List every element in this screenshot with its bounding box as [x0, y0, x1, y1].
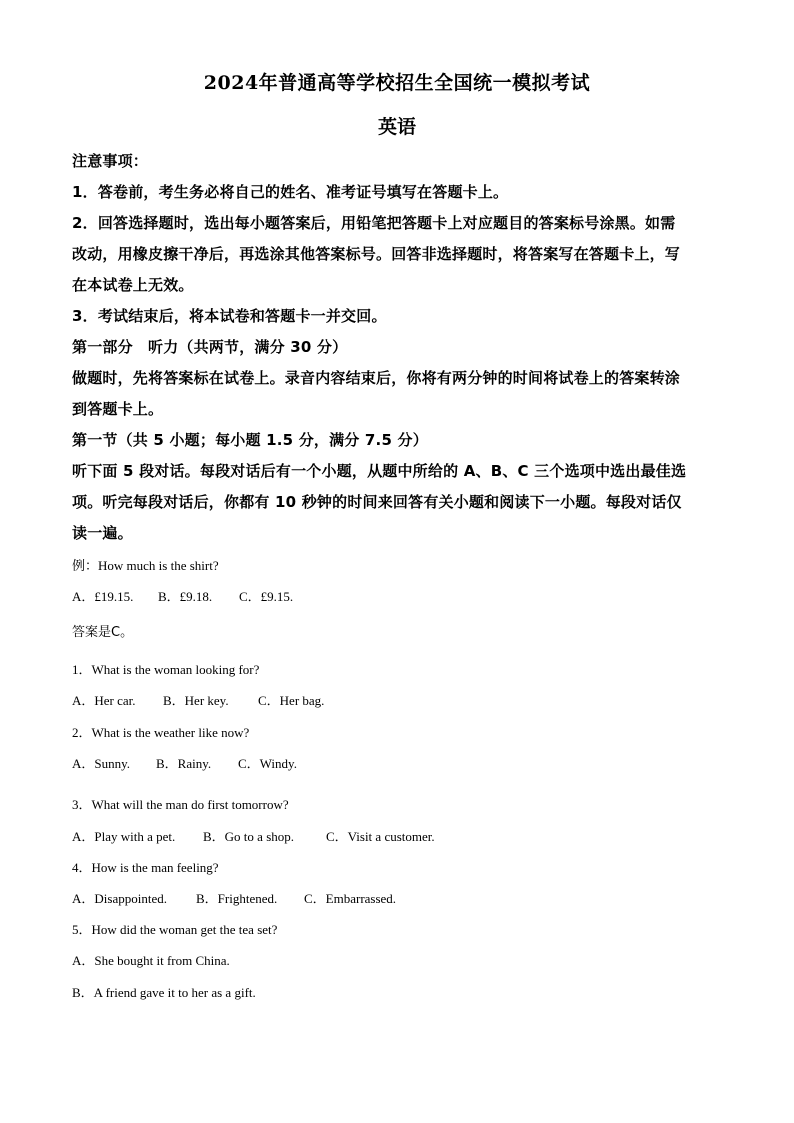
question-3-option-c: C．Visit a customer.: [326, 829, 435, 844]
question-5: 5．How did the woman get the tea set?: [72, 922, 278, 937]
question-2-option-c: C．Windy.: [238, 756, 297, 771]
question-4-option-c: C．Embarrassed.: [304, 891, 397, 906]
question-3-options: [72, 827, 722, 847]
exam-subject: 英语: [377, 116, 416, 138]
question-5-option-a: A．She bought it from China.: [72, 953, 230, 968]
notes-item-2-line-3: 在本试卷上无效。: [72, 276, 194, 294]
question-1-option-c: C．Her bag.: [258, 693, 325, 708]
section1-instruction-line-1: 听下面 5 段对话。每段对话后有一个小题，从题中所给的 A、B、C 三个选项中选出最佳选: [72, 462, 687, 480]
question-4-option-a: A．Disappointed.: [72, 891, 167, 906]
exam-title: 2024年普通高等学校招生全国统一模拟考试: [203, 72, 591, 94]
example-question: 例：How much is the shirt?: [72, 558, 219, 573]
question-4-options: [72, 889, 722, 909]
section1-heading: 第一节（共 5 小题；每小题 1.5 分，满分 7.5 分）: [72, 431, 428, 449]
section1-instruction-line-2: 项。听完每段对话后，你都有 10 秒钟的时间来回答有关小题和阅读下一小题。每段对话仅: [72, 493, 682, 511]
section1-instruction-line-3: 读一遍。: [72, 524, 133, 542]
example-answer: 答案是C。: [72, 625, 134, 640]
question-2-option-a: A．Sunny.: [72, 756, 131, 771]
notes-item-1: 1．答卷前，考生务必将自己的姓名、准考证号填写在答题卡上。: [72, 183, 509, 201]
question-3-option-b: B．Go to a shop.: [203, 829, 295, 844]
question-2-option-b: B．Rainy.: [156, 756, 212, 771]
part1-heading: 第一部分 听力（共两节，满分 30 分）: [72, 338, 348, 356]
notes-item-2-line-2: 改动，用橡皮擦干净后，再选涂其他答案标号。回答非选择题时，将答案写在答题卡上，写: [72, 245, 681, 263]
question-3-option-a: A．Play with a pet.: [72, 829, 176, 844]
example-option-b: B．£9.18.: [158, 589, 213, 604]
question-3: 3．What will the man do first tomorrow?: [72, 797, 289, 812]
question-4: 4．How is the man feeling?: [72, 860, 219, 875]
example-options: [72, 587, 722, 607]
question-2-options: [72, 754, 722, 774]
question-2: 2．What is the weather like now?: [72, 725, 250, 740]
question-1-options: [72, 691, 722, 711]
part1-instruction-line-2: 到答题卡上。: [72, 400, 164, 418]
notes-section: [72, 146, 722, 549]
example-option-a: A．£19.15.: [72, 589, 134, 604]
question-1-option-a: A．Her car.: [72, 693, 136, 708]
question-1-option-b: B．Her key.: [163, 693, 229, 708]
part1-instruction-line-1: 做题时，先将答案标在试卷上。录音内容结束后，你将有两分钟的时间将试卷上的答案转涂: [72, 369, 681, 387]
notes-item-3: 3．考试结束后，将本试卷和答题卡一并交回。: [72, 307, 387, 325]
example-option-c: C．£9.15.: [239, 589, 294, 604]
notes-heading: 注意事项：: [72, 152, 149, 170]
question-5-option-b: B．A friend gave it to her as a gift.: [72, 985, 256, 1000]
question-4-option-b: B．Frightened.: [196, 891, 278, 906]
notes-item-2-line-1: 2．回答选择题时，选出每小题答案后，用铅笔把答题卡上对应题目的答案标号涂黑。如需: [72, 214, 676, 232]
question-1: 1．What is the woman looking for?: [72, 662, 260, 677]
